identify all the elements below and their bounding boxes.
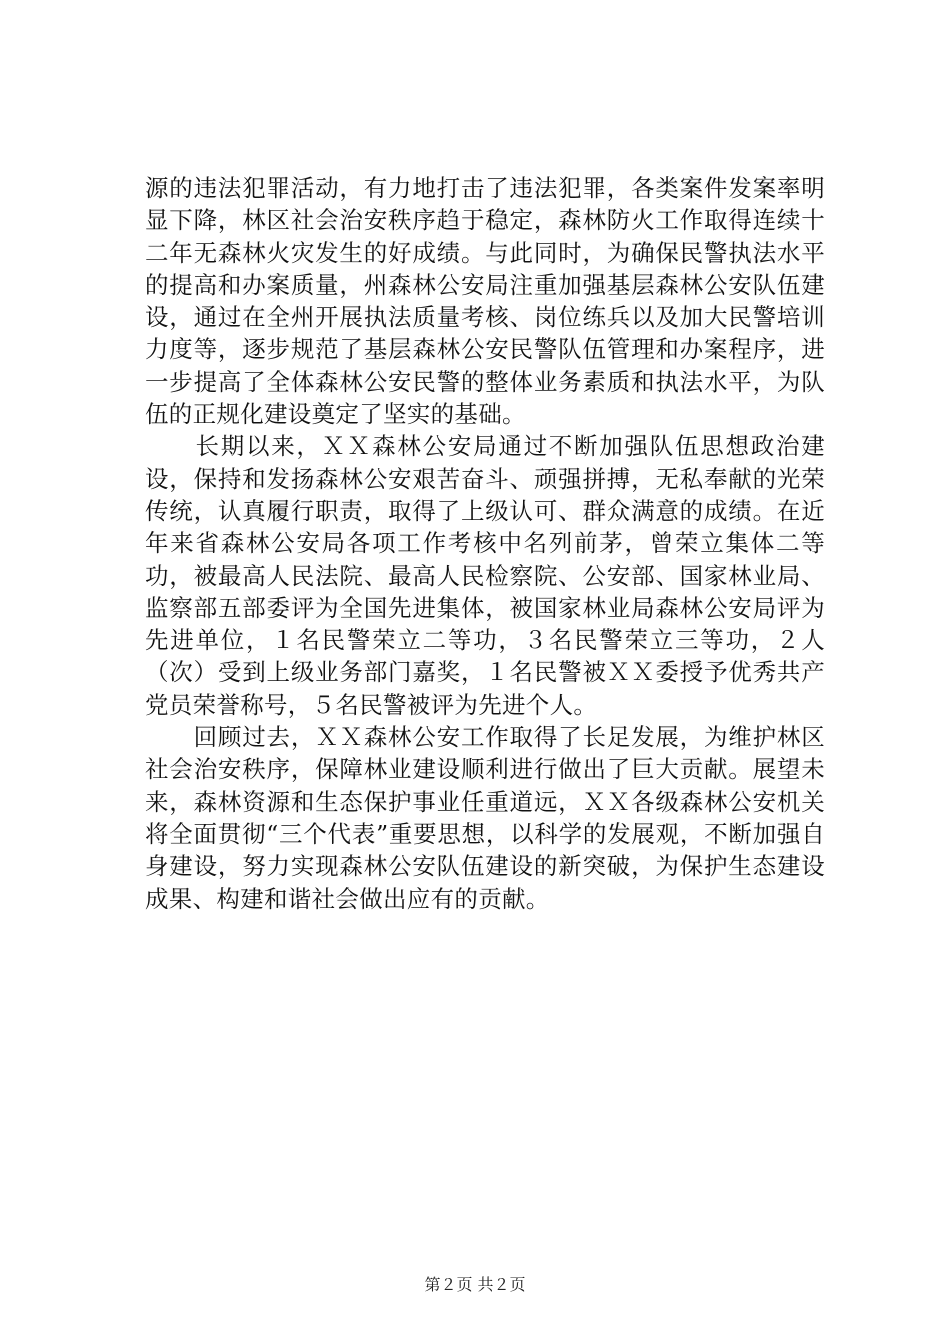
paragraph-1: 源的违法犯罪活动，有力地打击了违法犯罪，各类案件发案率明显下降，林区社会治安秩序趋于稳定，森林防火工作取得连续十二年无森林火灾发生的好成绩。与此同时，为确保民警执法水平的提高和办案质量，州森林公安局注重加强基层森林公安队伍建设，通过在全州开展执法质量考核、岗位练兵以及加大民警培训力度等，逐步规范了基层森林公安民警队伍管理和办案程序，进一步提高了全体森林公安民警的整体业务素质和执法水平，为队伍的正规化建设奠定了坚实的基础。 [145, 174, 825, 429]
document-body [145, 172, 825, 915]
paragraph-2: 长期以来，ＸＸ森林公安局通过不断加强队伍思想政治建设，保持和发扬森林公安艰苦奋斗、顽强拼搏，无私奉献的光荣传统，认真履行职责，取得了上级认可、群众满意的成绩。在近年来省森林公安局各项工作考核中名列前茅，曾荣立集体二等功，被最高人民法院、最高人民检察院、公安部、国家林业局、监察部五部委评为全国先进集体，被国家林业局森林公安局评为先进单位，１名民警荣立二等功，３名民警荣立三等功，２人（次）受到上级业务部门嘉奖，１名民警被ＸＸ委授予优秀共产党员荣誉称号，５名民警被评为先进个人。 [145, 432, 825, 719]
page-footer: 第２页 共２页 [424, 1275, 526, 1294]
paragraph-3: 回顾过去，ＸＸ森林公安工作取得了长足发展，为维护林区社会治安秩序，保障林业建设顺利进行做出了巨大贡献。展望未来，森林资源和生态保护事业任重道远，ＸＸ各级森林公安机关将全面贯彻“三个代表”重要思想，以科学的发展观，不断加强自身建设，努力实现森林公安队伍建设的新突破，为保护生态建设成果、构建和谐社会做出应有的贡献。 [145, 723, 825, 913]
